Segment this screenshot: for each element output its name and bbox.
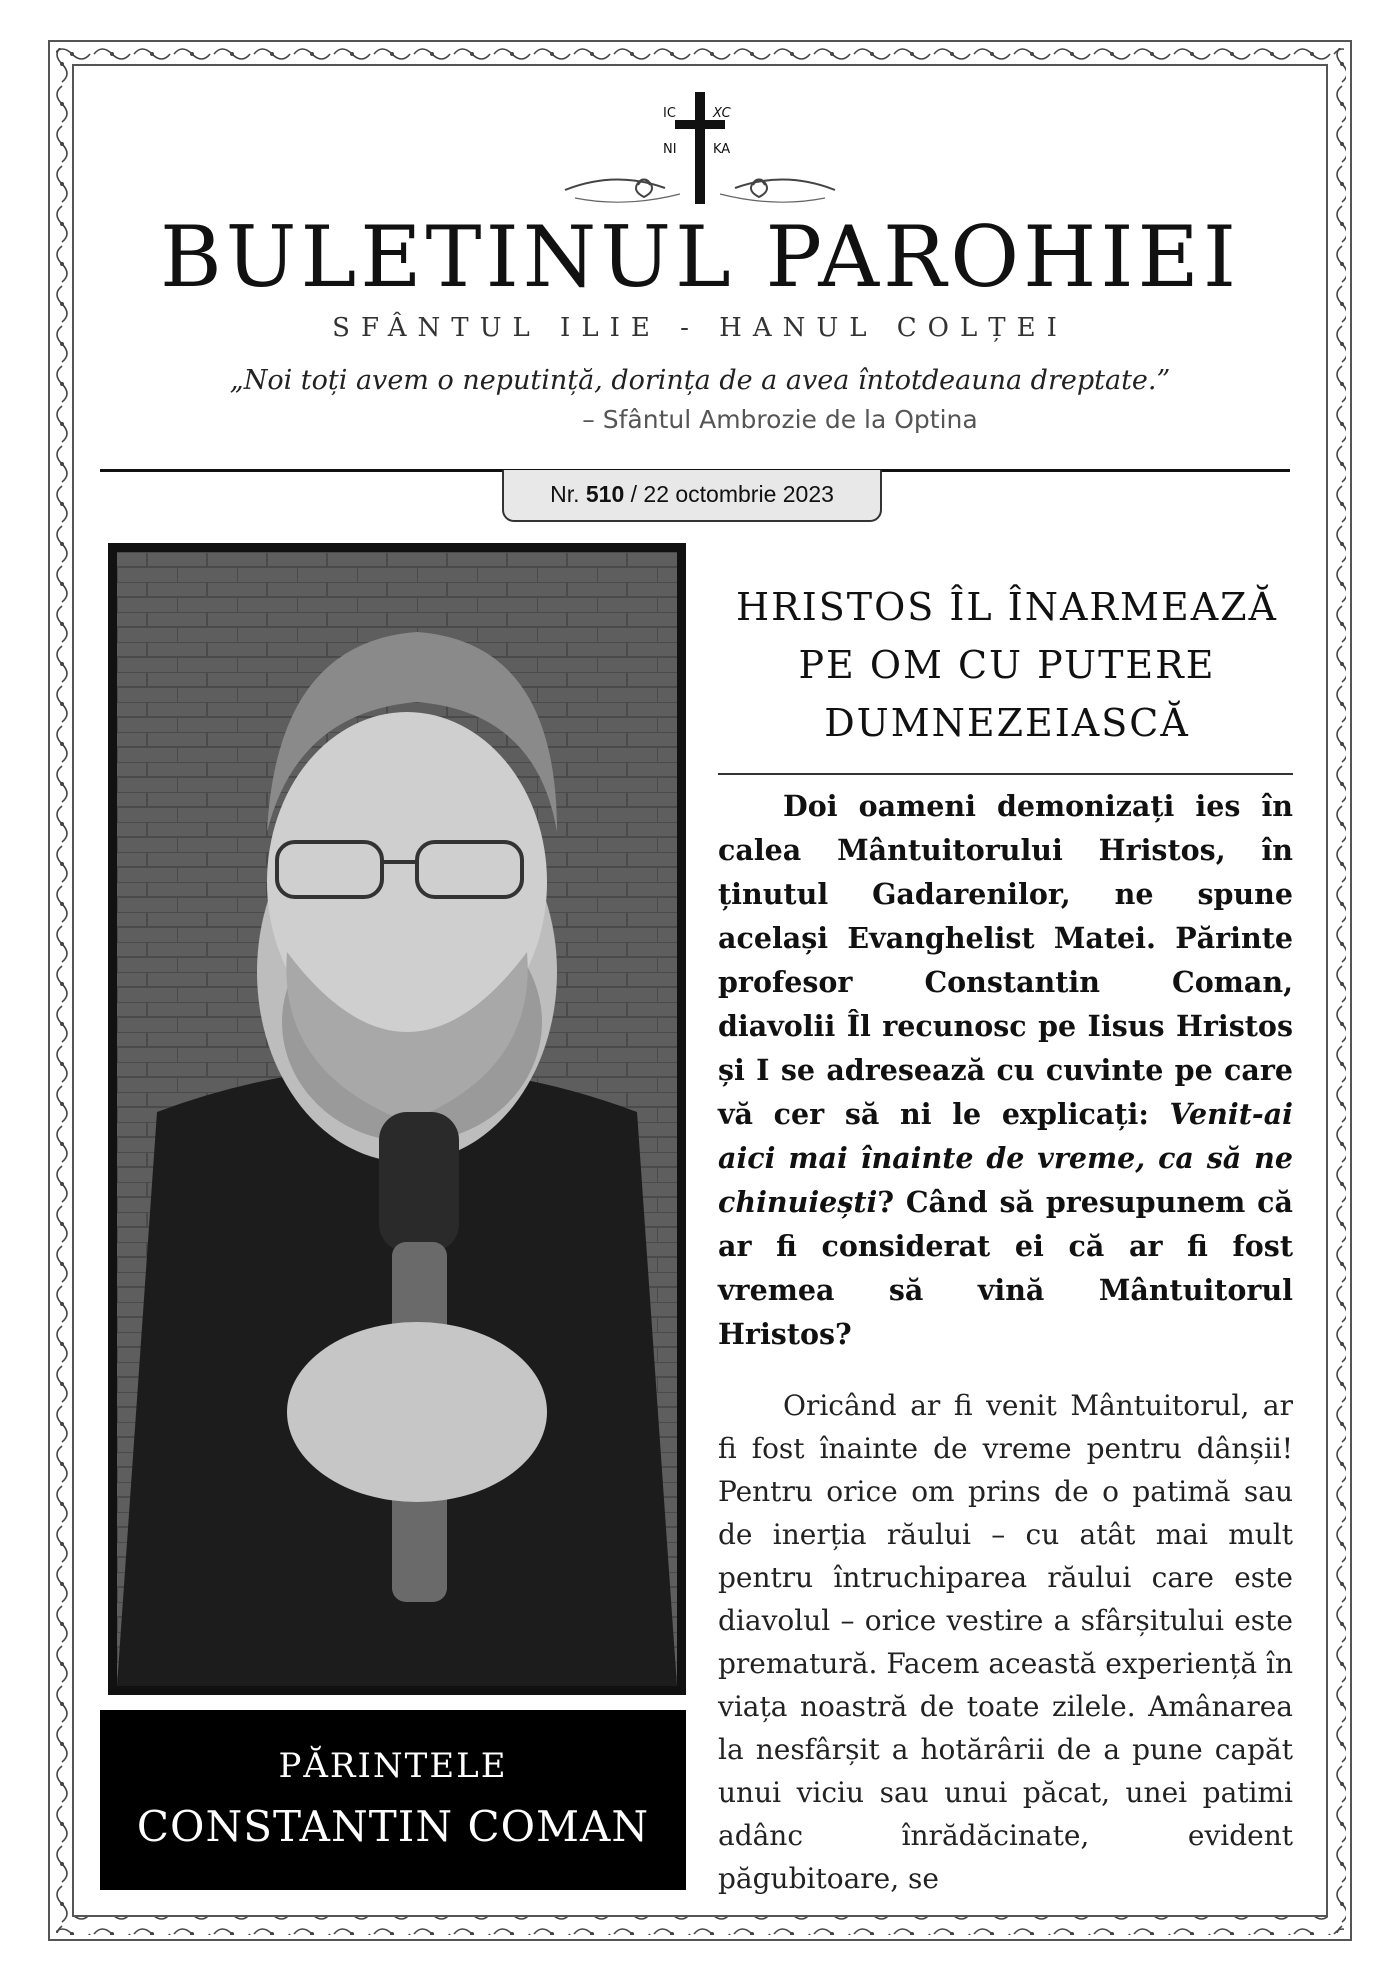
bulletin-title: BULETINUL PAROHIEI (159, 208, 1241, 306)
article-lead-question (718, 784, 1293, 1356)
issue-number: 510 (585, 481, 625, 507)
lead-text-part2: ? Când să presupunem că ar fi considerat ei că ar fi fost vremea să vină Mântuitorul Hristos? (718, 1185, 1293, 1351)
issue-tab (502, 470, 882, 522)
cross-icon (555, 90, 845, 215)
lead-text-italic: Venit-ai aici mai înainte de vreme, ca să ne chinuiești (718, 1097, 1293, 1219)
portrait-illustration (117, 552, 677, 1686)
orthodox-cross-emblem (555, 90, 845, 215)
caption-title: PĂRINTELE (278, 1746, 508, 1786)
parish-subtitle: SFÂNTUL ILIE - HANUL COLȚEI (332, 313, 1068, 343)
portrait-frame (108, 543, 686, 1695)
issue-date: / 22 octombrie 2023 (630, 481, 834, 507)
caption-name: CONSTANTIN COMAN (136, 1802, 650, 1851)
cross-letter-xc: XC (713, 106, 731, 121)
article-title: HRISTOS ÎL ÎNARMEAZĂ PE OM CU PUTERE DUMNEZEIASCĂ (736, 585, 1278, 745)
portrait-caption (100, 1710, 686, 1890)
cross-letter-ka: KA (713, 142, 731, 157)
epigraph-quote: „Noi toți avem o neputință, dorința de a avea întotdeauna dreptate.” (229, 365, 1171, 396)
portrait-photo (117, 552, 677, 1686)
cross-letter-ni: NI (663, 142, 677, 157)
body-paragraph: Oricând ar fi venit Mântuitorul, ar fi fost înainte de vreme pentru dânșii! Pentru orice om prins de o patimă sau de inerția răului – cu atât mai mult pentru întruchiparea răului care este diavolul – orice vestire a sfârșitului este prematură. Facem această experiență în viața noastră de toate zilele. Amânarea la nesfârșit a hotărârii de a pune capăt unui viciu sau unui păcat, unei patimi adânc înrădăcinate, evident păgubitoare, se (718, 1389, 1293, 1895)
epigraph-author: – Sfântul Ambrozie de la Optina (582, 405, 978, 434)
cross-letter-ic: IC (663, 106, 676, 121)
article-title-divider (718, 773, 1293, 775)
issue-prefix: Nr. (550, 481, 580, 507)
article-body (718, 1384, 1293, 1900)
lead-text-part1: Doi oameni demonizați ies în calea Mântuitorului Hristos, în ținutul Gadarenilor, ne spune același Evanghelist Matei. Părinte profesor Constantin Coman, diavolii Îl recunosc pe Iisus Hristos și I se adresează cu cuvinte pe care vă cer să ni le explicați: (718, 789, 1293, 1131)
